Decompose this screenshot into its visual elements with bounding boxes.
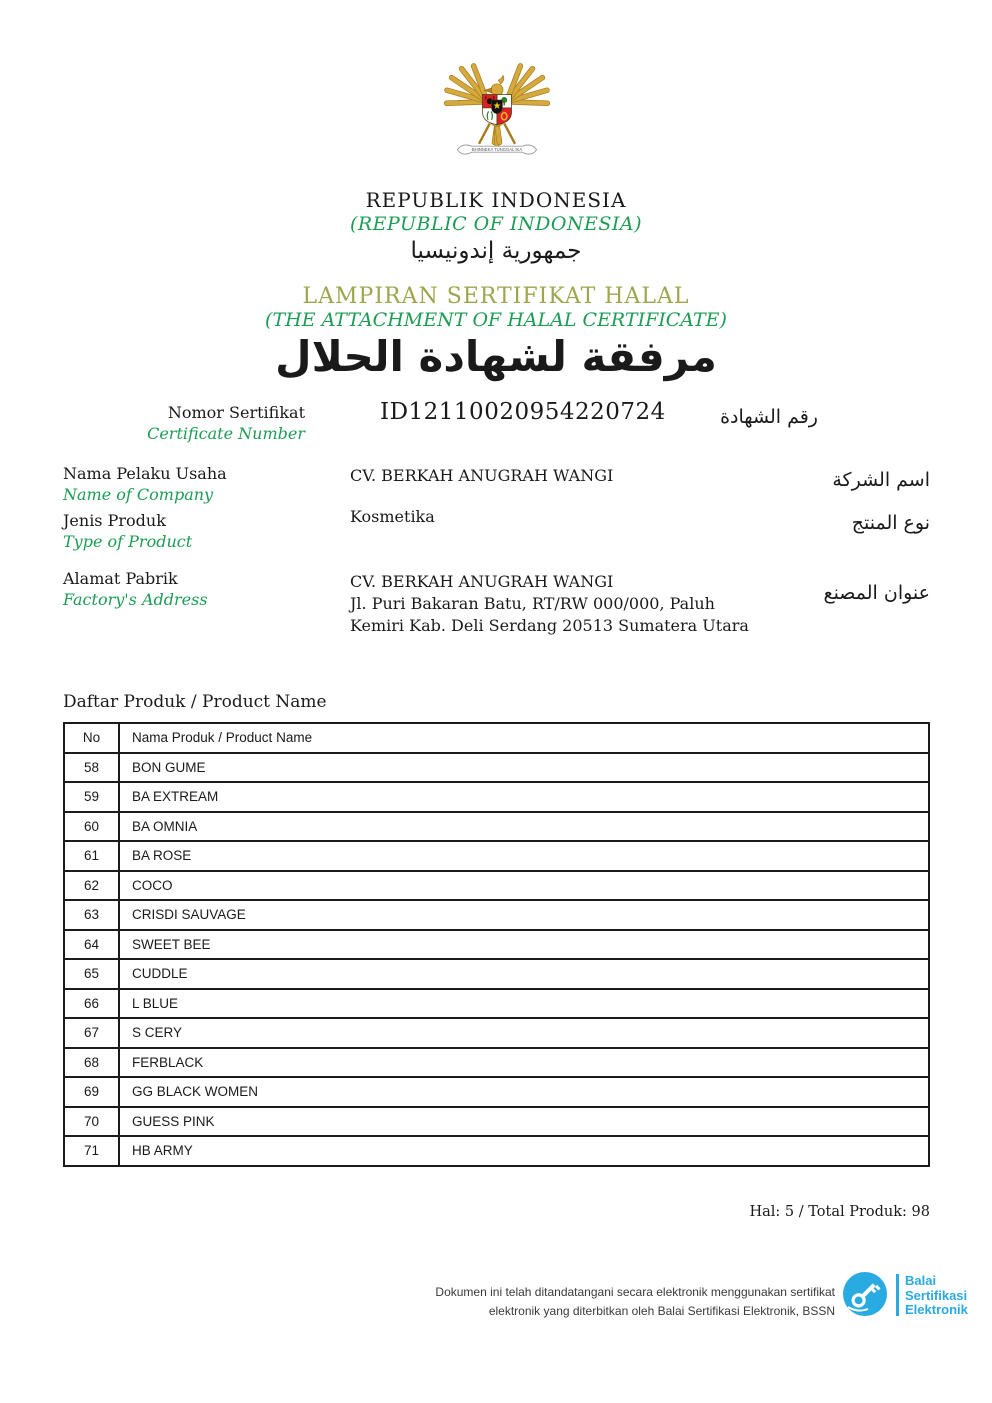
table-row xyxy=(64,1018,929,1048)
table-row xyxy=(64,782,929,812)
product-type-value: Kosmetika xyxy=(350,507,435,526)
table-row xyxy=(64,1136,929,1166)
product-number: 61 xyxy=(64,841,119,871)
product-type-label-en: Type of Product xyxy=(63,532,193,551)
product-number: 65 xyxy=(64,959,119,989)
product-number: 62 xyxy=(64,871,119,901)
factory-address-line1: CV. BERKAH ANUGRAH WANGI xyxy=(350,572,614,591)
attachment-title-ar: مرفقة لشهادة الحلال xyxy=(275,332,717,381)
product-number: 71 xyxy=(64,1136,119,1166)
company-value: CV. BERKAH ANUGRAH WANGI xyxy=(350,466,614,485)
bsre-logo-text xyxy=(905,1274,968,1318)
table-row xyxy=(64,871,929,901)
product-number: 64 xyxy=(64,930,119,960)
product-number: 60 xyxy=(64,812,119,842)
table-row xyxy=(64,959,929,989)
attachment-title: LAMPIRAN SERTIFIKAT HALAL xyxy=(302,284,690,309)
company-label-en: Name of Company xyxy=(63,485,214,504)
table-row xyxy=(64,900,929,930)
product-name: L BLUE xyxy=(119,989,929,1019)
product-number: 69 xyxy=(64,1077,119,1107)
product-type-label: Jenis Produk xyxy=(63,511,166,530)
column-header-name: Nama Produk / Product Name xyxy=(119,723,929,753)
bsre-logo-line3: Elektronik xyxy=(905,1302,968,1317)
table-row xyxy=(64,812,929,842)
factory-address-label-en: Factory's Address xyxy=(63,590,208,609)
signature-note-line2: elektronik yang diterbitkan oleh Balai Sertifikasi Elektronik, BSSN xyxy=(488,1304,835,1318)
factory-address-value xyxy=(350,571,770,637)
product-table-header xyxy=(64,723,929,753)
product-name: CUDDLE xyxy=(119,959,929,989)
product-name: GG BLACK WOMEN xyxy=(119,1077,929,1107)
product-type-label-block xyxy=(63,510,192,552)
emblem-motto: BHINNEKA TUNGGAL IKA xyxy=(471,147,523,152)
bsre-logo-line2: Sertifikasi xyxy=(905,1287,968,1303)
page-info: Hal: 5 / Total Produk: 98 xyxy=(749,1204,930,1220)
product-number: 66 xyxy=(64,989,119,1019)
product-name: BA OMNIA xyxy=(119,812,929,842)
product-number: 67 xyxy=(64,1018,119,1048)
certificate-number-label-ar: رقم الشهادة xyxy=(720,406,818,428)
factory-address-line2: Jl. Puri Bakaran Batu, RT/RW 000/000, Paluh xyxy=(350,594,715,613)
logo-divider xyxy=(896,1274,899,1316)
key-icon xyxy=(842,1271,888,1317)
product-name: COCO xyxy=(119,871,929,901)
bsre-logo-line1: Balai xyxy=(905,1273,937,1288)
table-row xyxy=(64,930,929,960)
product-type-label-ar: نوع المنتج xyxy=(851,512,930,534)
product-name: FERBLACK xyxy=(119,1048,929,1078)
table-row xyxy=(64,1048,929,1078)
product-name: BON GUME xyxy=(119,753,929,783)
garuda-icon xyxy=(437,45,557,173)
product-number: 68 xyxy=(64,1048,119,1078)
certificate-number-label: Nomor Sertifikat xyxy=(167,403,305,422)
certificate-number-label-en: Certificate Number xyxy=(147,424,305,443)
product-name: GUESS PINK xyxy=(119,1107,929,1137)
attachment-title-en: (THE ATTACHMENT OF HALAL CERTIFICATE) xyxy=(265,309,727,331)
table-row xyxy=(64,1107,929,1137)
product-number: 58 xyxy=(64,753,119,783)
factory-address-label: Alamat Pabrik xyxy=(63,569,178,588)
garuda-pancasila-emblem xyxy=(437,45,557,173)
product-number: 70 xyxy=(64,1107,119,1137)
column-header-no: No xyxy=(64,723,119,753)
product-name: HB ARMY xyxy=(119,1136,929,1166)
signature-note xyxy=(340,1283,835,1321)
company-label: Nama Pelaku Usaha xyxy=(63,464,227,483)
product-number: 63 xyxy=(64,900,119,930)
country-title-ar: جمهورية إندونيسيا xyxy=(410,238,582,264)
product-table-body xyxy=(64,753,929,1166)
product-number: 59 xyxy=(64,782,119,812)
country-title: REPUBLIK INDONESIA xyxy=(365,188,627,212)
factory-address-line3: Kemiri Kab. Deli Serdang 20513 Sumatera Utara xyxy=(350,616,749,635)
table-row xyxy=(64,841,929,871)
signature-note-line1: Dokumen ini telah ditandatangani secara elektronik menggunakan sertifikat xyxy=(435,1285,835,1299)
table-row xyxy=(64,753,929,783)
product-name: BA ROSE xyxy=(119,841,929,871)
product-name: S CERY xyxy=(119,1018,929,1048)
company-label-ar: اسم الشركة xyxy=(832,469,930,491)
table-row xyxy=(64,1077,929,1107)
certificate-number-label-block xyxy=(60,402,305,444)
table-row xyxy=(64,989,929,1019)
product-name: BA EXTREAM xyxy=(119,782,929,812)
certificate-number-value: ID12110020954220724 xyxy=(380,399,666,425)
country-title-en: (REPUBLIC OF INDONESIA) xyxy=(349,213,643,235)
product-name: SWEET BEE xyxy=(119,930,929,960)
product-list-title: Daftar Produk / Product Name xyxy=(63,692,327,712)
product-table xyxy=(63,722,930,1167)
bsre-logo xyxy=(842,1271,888,1317)
product-name: CRISDI SAUVAGE xyxy=(119,900,929,930)
factory-address-label-block xyxy=(63,568,208,610)
company-label-block xyxy=(63,463,227,505)
factory-address-label-ar: عنوان المصنع xyxy=(823,582,930,604)
